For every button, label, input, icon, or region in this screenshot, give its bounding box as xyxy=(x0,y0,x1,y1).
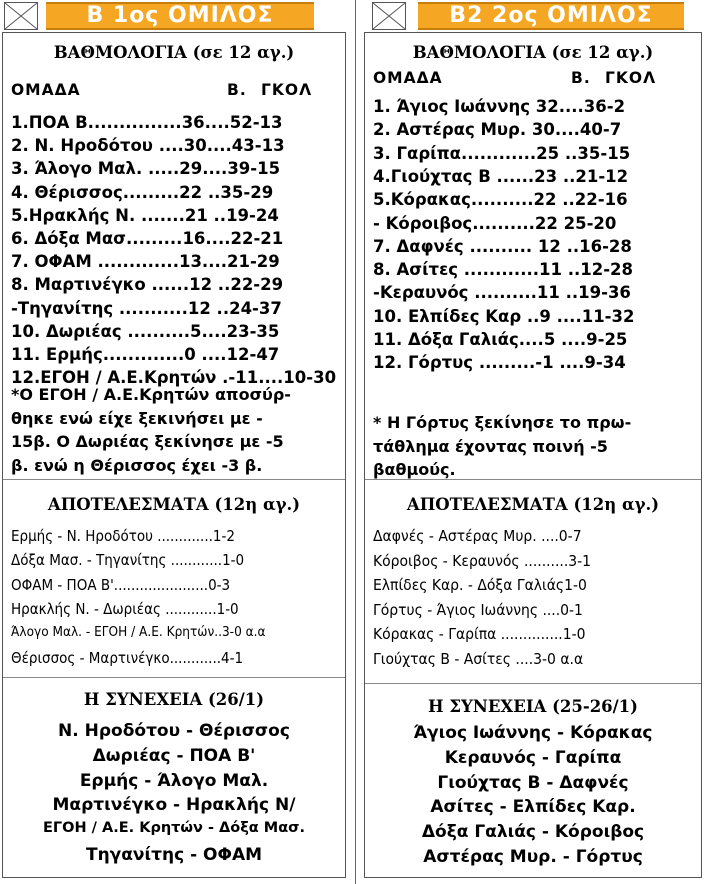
result-row: Δόξα Μασ. - Τηγανίτης ............1-0 xyxy=(11,551,245,570)
section-divider xyxy=(3,677,345,678)
note-line: θηκε ενώ είχε ξεκινήσει με - xyxy=(11,408,263,428)
result-row: Γιούχτας Β - Ασίτες ....3-0 α.α xyxy=(373,650,584,668)
fixture-row: ΕΓΟΗ / Α.Ε. Κρητών - Δόξα Μασ. xyxy=(43,820,305,837)
col-points-header: Β. xyxy=(571,69,591,87)
standings-row: 4. Θέρισσος.........22 ..35-29 xyxy=(11,182,274,202)
note-line: βαθμούς. xyxy=(373,460,456,479)
fixture-row: Τηγανίτης - ΟΦΑΜ xyxy=(85,845,263,865)
result-row: Γόρτυς - Άγιος Ιωάννης ....0-1 xyxy=(373,600,583,619)
note-line: 15β. Ο Δωριέας ξεκίνησε με -5 xyxy=(11,432,284,451)
results-title: ΑΠΟΤΕΛΕΣΜΑΤΑ (12η αγ.) xyxy=(47,495,301,514)
standings-row: 10. Ελπίδες Καρ ..9 ....11-32 xyxy=(373,306,635,326)
fixture-row: Άγιος Ιωάννης - Κόρακας xyxy=(413,723,653,743)
standings-title: ΒΑΘΜΟΛΟΓΙΑ (σε 12 αγ.) xyxy=(53,43,295,62)
note-line: β. ενώ η Θέρισσος έχει -3 β. xyxy=(11,455,263,475)
group-2-panel xyxy=(364,32,702,878)
fixture-row: Ν. Ηροδότου - Θέρισσος xyxy=(58,721,290,741)
standings-row: 1.ΠΟΑ Β...............36....52-13 xyxy=(11,113,283,132)
result-row: Κόρακας - Γαρίπα ..............1-0 xyxy=(373,625,586,644)
next-round-title: Η ΣΥΝΕΧΕΙΑ (25-26/1) xyxy=(428,697,638,716)
result-row: Ηρακλής Ν. - Δωριέας ............1-0 xyxy=(11,599,239,618)
fixture-row: Δόξα Γαλιάς - Κόροιβος xyxy=(421,822,645,843)
result-row: Θέρισσος - Μαρτινέγκο............4-1 xyxy=(11,648,244,667)
standings-row: 11. Δόξα Γαλιάς....5 ....9-25 xyxy=(373,330,628,349)
note-line: * Η Γόρτυς ξεκίνησε το πρω- xyxy=(373,413,632,432)
fixture-row: Αστέρας Μυρ. - Γόρτυς xyxy=(423,847,643,867)
group-1-column xyxy=(0,0,350,884)
standings-row: 8. Ασίτες ............11 ..12-28 xyxy=(373,260,634,280)
standings-row: 3. Γαρίπα............25 ..35-15 xyxy=(373,143,631,163)
column-separator xyxy=(355,0,356,884)
standings-row: -Κεραυνός ..........11 ..19-36 xyxy=(373,283,631,303)
group-1-panel xyxy=(2,32,346,878)
note-line: *Ο ΕΓΟΗ / Α.Ε.Κρητών αποσύρ- xyxy=(11,385,291,404)
result-row: Κόροιβος - Κεραυνός ..........3-1 xyxy=(373,551,592,570)
fixture-row: Γιούχτας Β - Δαφνές xyxy=(437,772,629,793)
standings-row: 5.Κόρακας..........22 ..22-16 xyxy=(373,190,628,210)
result-row: Δαφνές - Αστέρας Μυρ. ....0-7 xyxy=(373,527,582,545)
standings-row: 8. Μαρτινέγκο ......12 ..22-29 xyxy=(11,275,284,295)
standings-row: 2. Αστέρας Μυρ. 30....40-7 xyxy=(373,120,622,140)
standings-row: 7. Δαφνές .......... 12 ..16-28 xyxy=(373,236,632,256)
col-goals-header: ΓΚΟΛ xyxy=(605,69,657,87)
fixture-row: Δωριέας - ΠΟΑ Β' xyxy=(92,745,256,766)
group-1-banner: B 1ος ΟΜΙΛΟΣ xyxy=(46,2,314,30)
standings-row: - Κόροιβος..........22 25-20 xyxy=(373,213,617,233)
section-divider xyxy=(3,479,345,480)
standings-row: 2. Ν. Ηροδότου ....30....43-13 xyxy=(11,136,285,156)
results-title: ΑΠΟΤΕΛΕΣΜΑΤΑ (12η αγ.) xyxy=(406,495,660,514)
placeholder-x-icon xyxy=(372,2,406,30)
col-goals-header: ΓΚΟΛ xyxy=(261,81,313,99)
section-divider xyxy=(365,479,701,480)
standings-row: 4.Γιούχτας Β ......23 ..21-12 xyxy=(373,166,629,186)
fixture-row: Ασίτες - Ελπίδες Καρ. xyxy=(430,797,636,818)
col-team-header: ΟΜΑΔΑ xyxy=(373,69,443,87)
fixture-row: Μαρτινέγκο - Ηρακλής Ν/ xyxy=(52,795,296,816)
fixture-row: Ερμής - Άλογο Μαλ. xyxy=(79,770,269,791)
standings-row: 7. ΟΦΑΜ .............13....21-29 xyxy=(11,252,280,272)
section-divider xyxy=(365,683,701,684)
standings-title: ΒΑΘΜΟΛΟΓΙΑ (σε 12 αγ.) xyxy=(412,43,654,62)
note-line: τάθλημα έχοντας ποινή -5 xyxy=(373,436,608,456)
standings-row: 1. Άγιος Ιωάννης 32....36-2 xyxy=(373,97,626,116)
group-2-banner: B2 2ος ΟΜΙΛΟΣ xyxy=(418,2,684,30)
standings-row: 5.Ηρακλής Ν. .......21 ..19-24 xyxy=(11,205,279,225)
col-points-header: Β. xyxy=(227,81,247,99)
standings-row: 12. Γόρτυς .........-1 ....9-34 xyxy=(373,353,626,373)
result-row: ΟΦΑΜ - ΠΟΑ Β'......................0-3 xyxy=(11,575,231,594)
group-2-column xyxy=(362,0,704,884)
standings-row: 6. Δόξα Μασ.........16....22-21 xyxy=(11,229,284,248)
result-row: Άλογο Μαλ. - ΕΓΟΗ / Α.Ε. Κρητών..3-0 α.α xyxy=(11,624,266,641)
standings-row: 3. Άλογο Μαλ. .....29....39-15 xyxy=(11,159,281,179)
standings-row: -Τηγανίτης ...........12 ..24-37 xyxy=(11,298,282,318)
result-row: Ελπίδες Καρ. - Δόξα Γαλιάς1-0 xyxy=(373,576,587,595)
fixture-row: Κεραυνός - Γαρίπα xyxy=(444,747,622,768)
standings-row: 12.ΕΓΟΗ / Α.Ε.Κρητών .-11....10-30 xyxy=(11,368,337,388)
standings-row: 11. Ερμής.............0 ....12-47 xyxy=(11,345,280,364)
standings-row: 10. Δωριέας ..........5....23-35 xyxy=(11,321,280,341)
result-row: Ερμής - Ν. Ηροδότου .............1-2 xyxy=(11,527,235,545)
col-team-header: ΟΜΑΔΑ xyxy=(11,81,81,99)
next-round-title: Η ΣΥΝΕΧΕΙΑ (26/1) xyxy=(83,690,265,709)
placeholder-x-icon xyxy=(4,2,38,30)
